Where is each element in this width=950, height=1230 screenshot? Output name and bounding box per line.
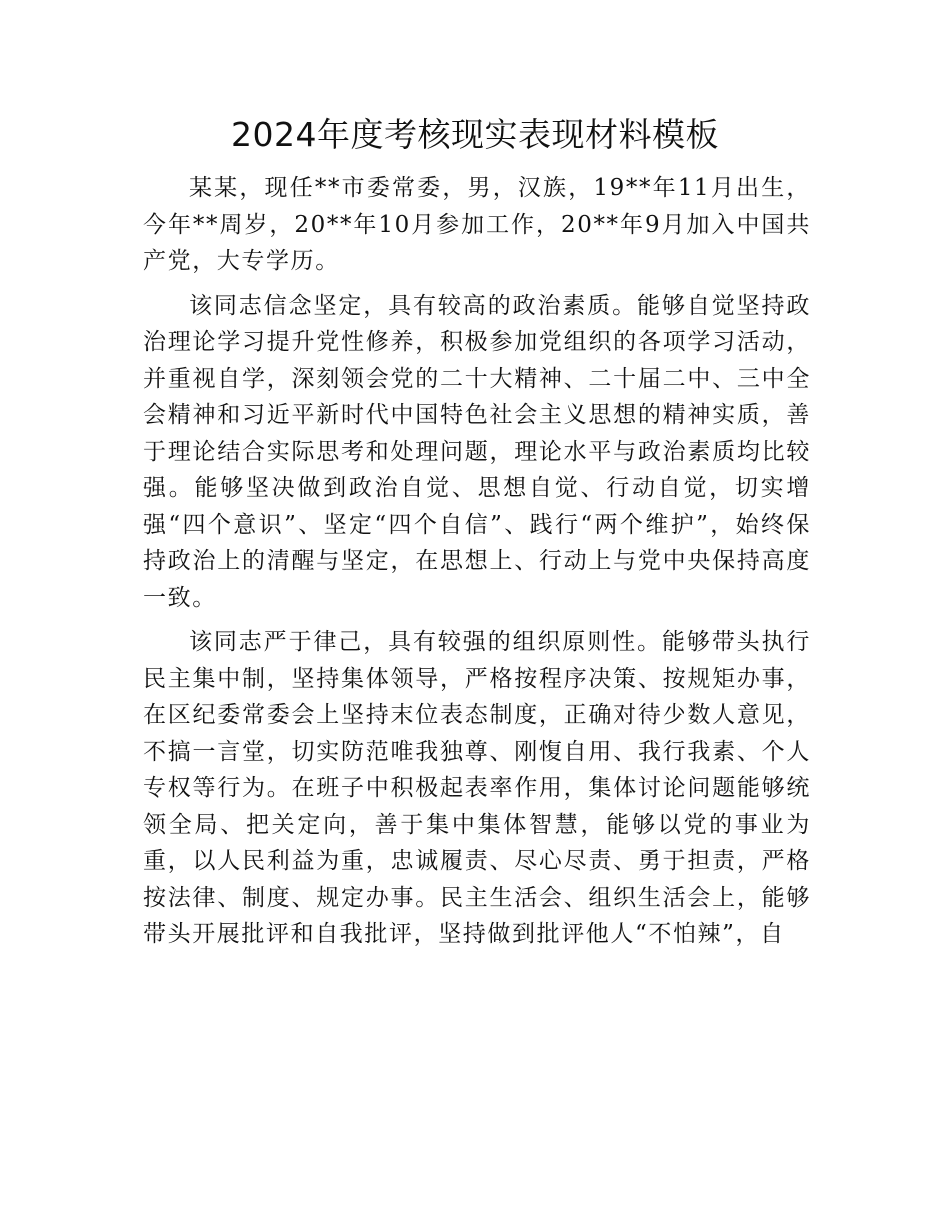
document-body [143,170,811,961]
paragraph-personal-info: 某某，现任**市委常委，男，汉族，19**年11月出生，今年**周岁，20**年10月参加工作，20**年9月加入中国共产党，大专学历。 [143,175,811,274]
paragraph-organizational-principle: 该同志严于律己，具有较强的组织原则性。能够带头执行民主集中制，坚持集体领导，严格按程序决策、按规矩办事，在区纪委常委会上坚持末位表态制度，正确对待少数人意见，不搞一言堂，切实防范唯我独尊、刚愎自用、我行我素、个人专权等行为。在班子中积极起表率作用，集体讨论问题能够统领全局、把关定向，善于集中集体智慧，能够以党的事业为重，以人民利益为重，忠诚履责、尽心尽责、勇于担责，严格按法律、制度、规定办事。民主生活会、组织生活会上，能够带头开展批评和自我批评，坚持做到批评他人“不怕辣”，自 [143,629,811,947]
document-title: 2024年度考核现实表现材料模板 [231,115,719,154]
paragraph-political-quality: 该同志信念坚定，具有较高的政治素质。能够自觉坚持政治理论学习提升党性修养，积极参加党组织的各项学习活动，并重视自学，深刻领会党的二十大精神、二十届二中、三中全会精神和习近平新时代中国特色社会主义思想的精神实质，善于理论结合实际思考和处理问题，理论水平与政治素质均比较强。能够坚决做到政治自觉、思想自觉、行动自觉，切实增强“四个意识”、坚定“四个自信”、践行“两个维护”，始终保持政治上的清醒与坚定，在思想上、行动上与党中央保持高度一致。 [143,292,811,611]
